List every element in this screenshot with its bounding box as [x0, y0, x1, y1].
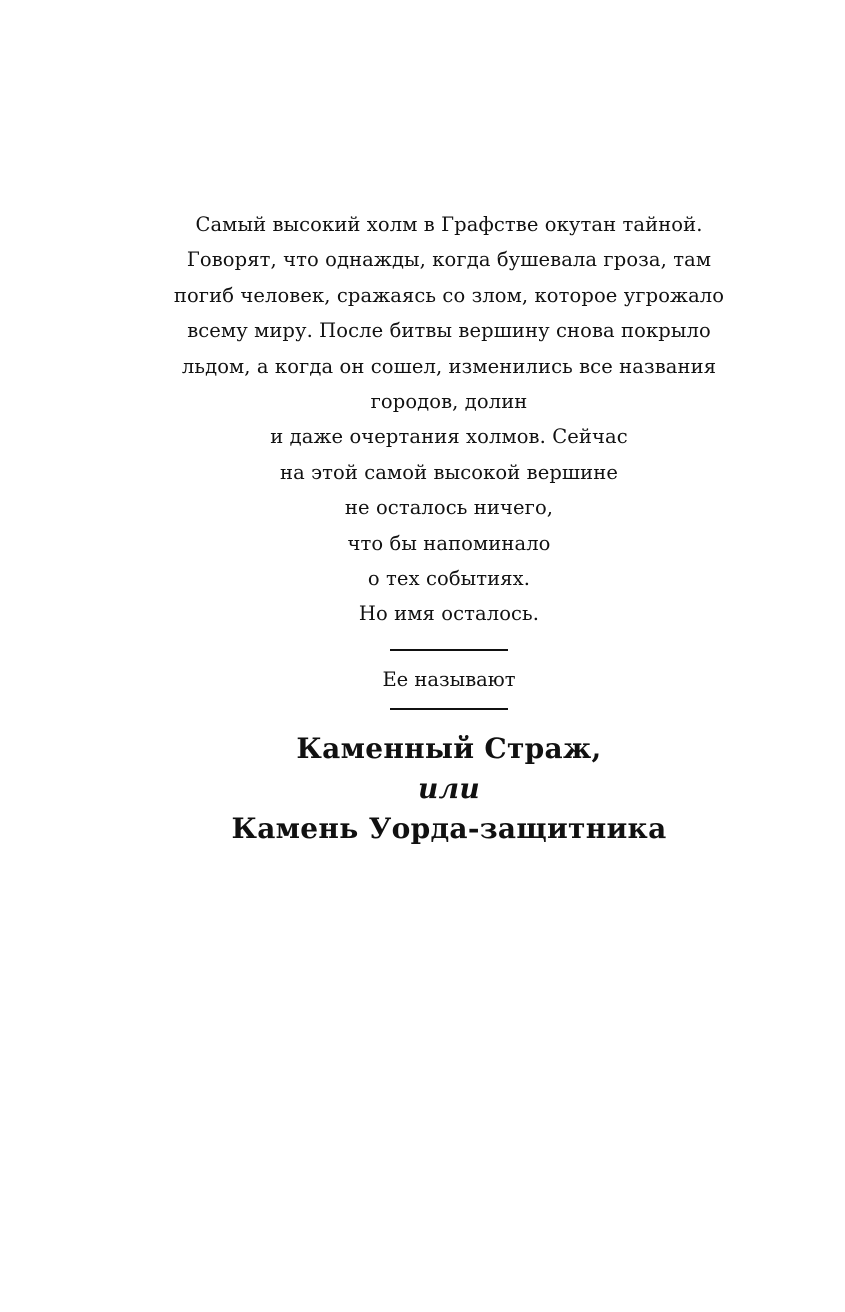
- title-block: [0, 729, 845, 849]
- epigraph-line: Самый высокий холм в Графстве окутан тайной.: [195, 213, 703, 236]
- epigraph: [0, 207, 845, 849]
- epigraph-line: и даже очертания холмов. Сейчас: [270, 425, 628, 449]
- epigraph-line: на этой самой высокой вершине: [280, 460, 618, 484]
- divider-bottom: [390, 708, 508, 710]
- epigraph-line: всему миру. После битвы вершину снова покрыло: [187, 319, 711, 343]
- epigraph-line: Но имя осталось.: [358, 602, 540, 626]
- epigraph-line: городов, долин: [370, 389, 528, 413]
- title-line-2: или: [417, 771, 481, 805]
- title-line-3: Камень Уорда-защитника: [231, 811, 667, 845]
- epigraph-line: льдом, а когда он сошел, изменились все названия: [181, 354, 717, 378]
- called-label: Ее называют: [382, 667, 516, 691]
- epigraph-line: о тех событиях.: [367, 566, 531, 590]
- epigraph-line: не осталось ничего,: [344, 496, 554, 520]
- epigraph-line: погиб человек, сражаясь со злом, которое угрожало: [173, 283, 725, 307]
- divider-top: [390, 649, 508, 651]
- epigraph-line: Говорят, что однажды, когда бушевала гроза, там: [186, 248, 712, 272]
- title-line-1: Каменный Страж,: [296, 731, 602, 765]
- epigraph-line: что бы напоминало: [347, 531, 551, 555]
